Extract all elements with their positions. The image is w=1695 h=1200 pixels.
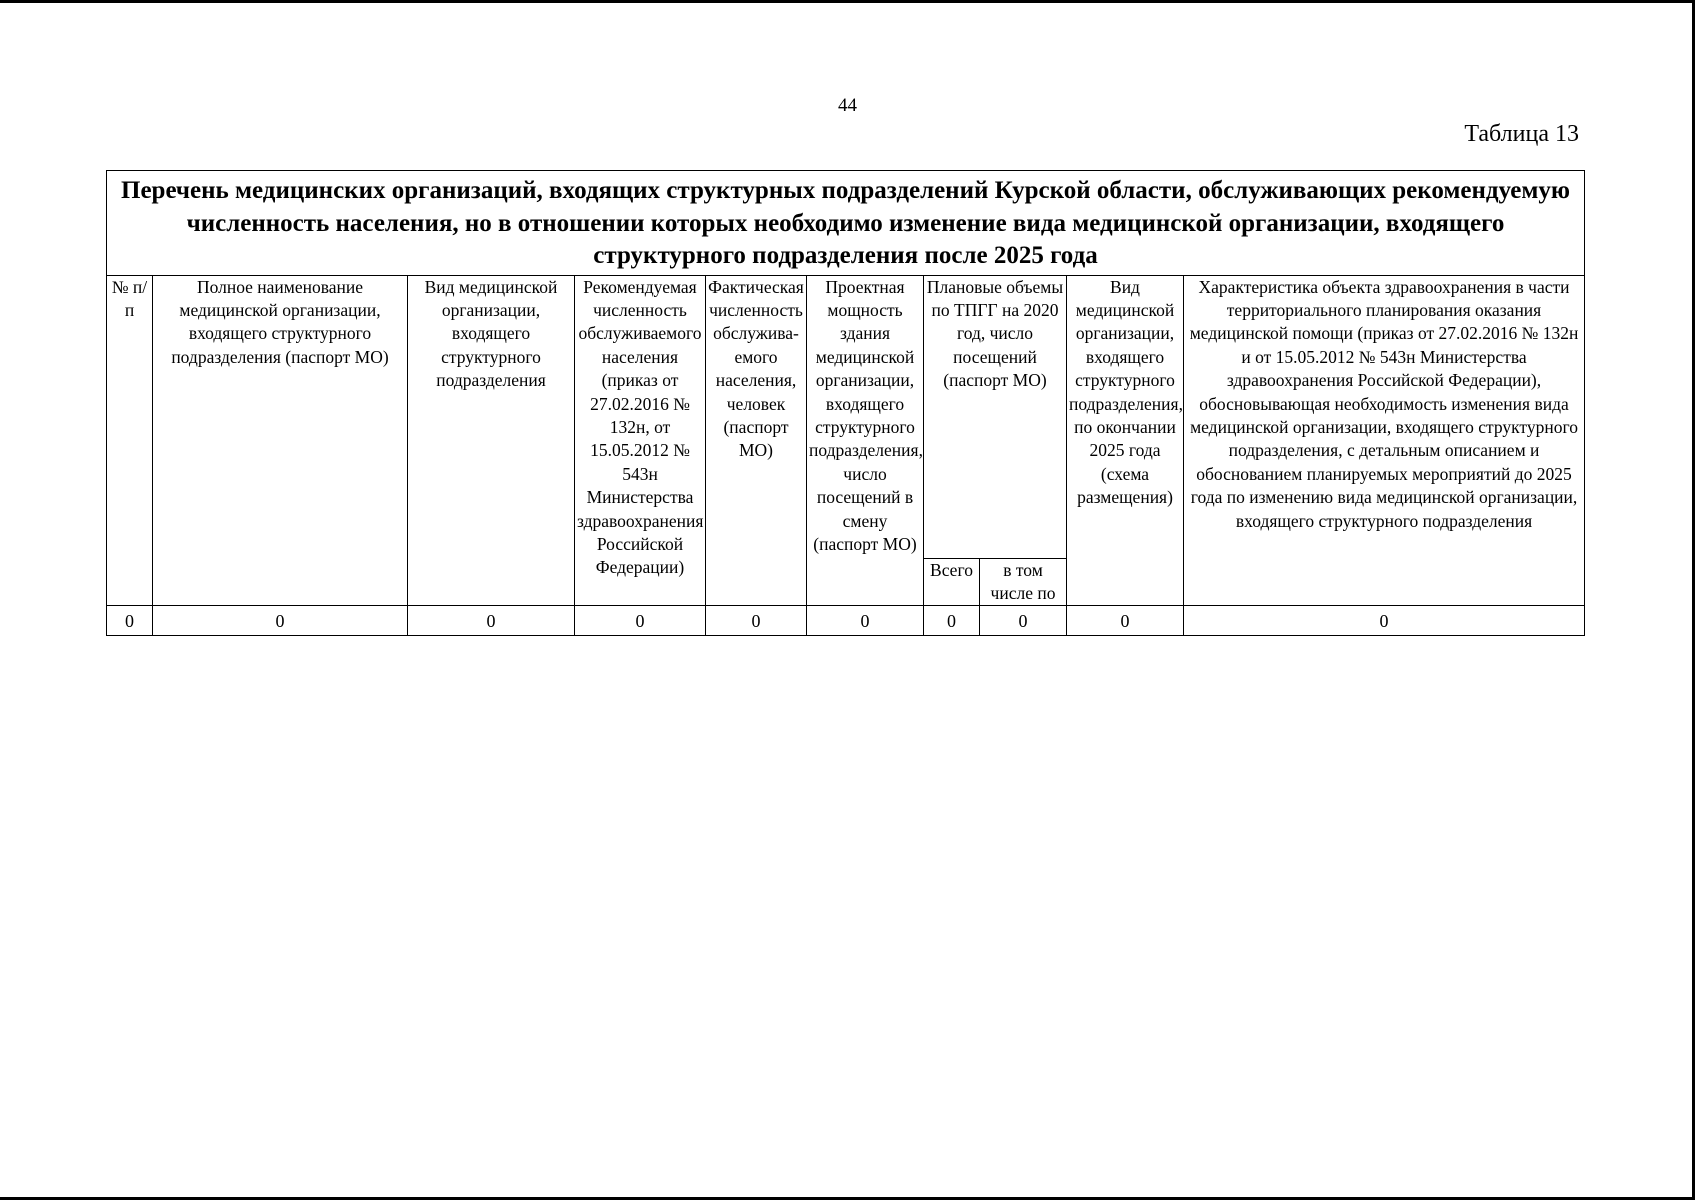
header-characteristic: Характеристика объекта здравоохранения в части территориального планирования оказания медицинской помощи (приказ от 27.02.2016 № 132н и от 15.05.2012 № 543н Министерства здравоохранения Российской Федерации), обосновывающая необходимость изменения вида медицинской организации, входящего структурного подразделения, с детальным описанием и обоснованием планируемых мероприятий до 2025 года по изменению вида медицинской организации, входящего структурного подразделения [1184,275,1585,606]
header-volumes: Плановые объемы по ТПГГ на 2020 год, число посещений (паспорт МО) [924,275,1067,558]
table-cell: 0 [807,606,924,636]
header-recommended: Рекомендуемая численность обслуживаемого населения (приказ от 27.02.2016 № 132н, от 15.05.2012 № 543н Министерства здравоохранения Российской Федерации) [575,275,706,606]
header-capacity: Проектная мощность здания медицинской организации, входящего структурного подразделения, число посещений в смену (паспорт МО) [807,275,924,606]
header-num: № п/п [107,275,153,606]
header-name: Полное наименование медицинской организации, входящего структурного подразделения (паспорт МО) [153,275,408,606]
header-new-type: Вид медицинской организации, входящего структурного подразделения, по окончании 2025 года (схема размещения) [1067,275,1184,606]
table-cell: 0 [1184,606,1585,636]
table-cell: 0 [1067,606,1184,636]
table-row [107,606,1585,636]
table-cell: 0 [153,606,408,636]
header-type: Вид медицинской организации, входящего структурного подразделения [408,275,575,606]
table-cell: 0 [706,606,807,636]
table-cell: 0 [924,606,980,636]
organizations-table [106,170,1585,636]
table-cell: 0 [408,606,575,636]
header-volumes-total: Всего [924,558,980,606]
table-label: Таблица 13 [1464,121,1579,147]
header-volumes-incl: в том числе по [980,558,1067,606]
page-number: 44 [838,95,857,116]
table-caption: Перечень медицинских организаций, входящих структурных подразделений Курской области, обслуживающих рекомендуемую численность населения, но в отношении которых необходимо изменение вида медицинской организации, входящего структурного подразделения после 2025 года [107,171,1585,276]
table-cell: 0 [107,606,153,636]
table-cell: 0 [980,606,1067,636]
header-actual: Фактическая численность обслужива-емого населения, человек (паспорт МО) [706,275,807,606]
table-cell: 0 [575,606,706,636]
